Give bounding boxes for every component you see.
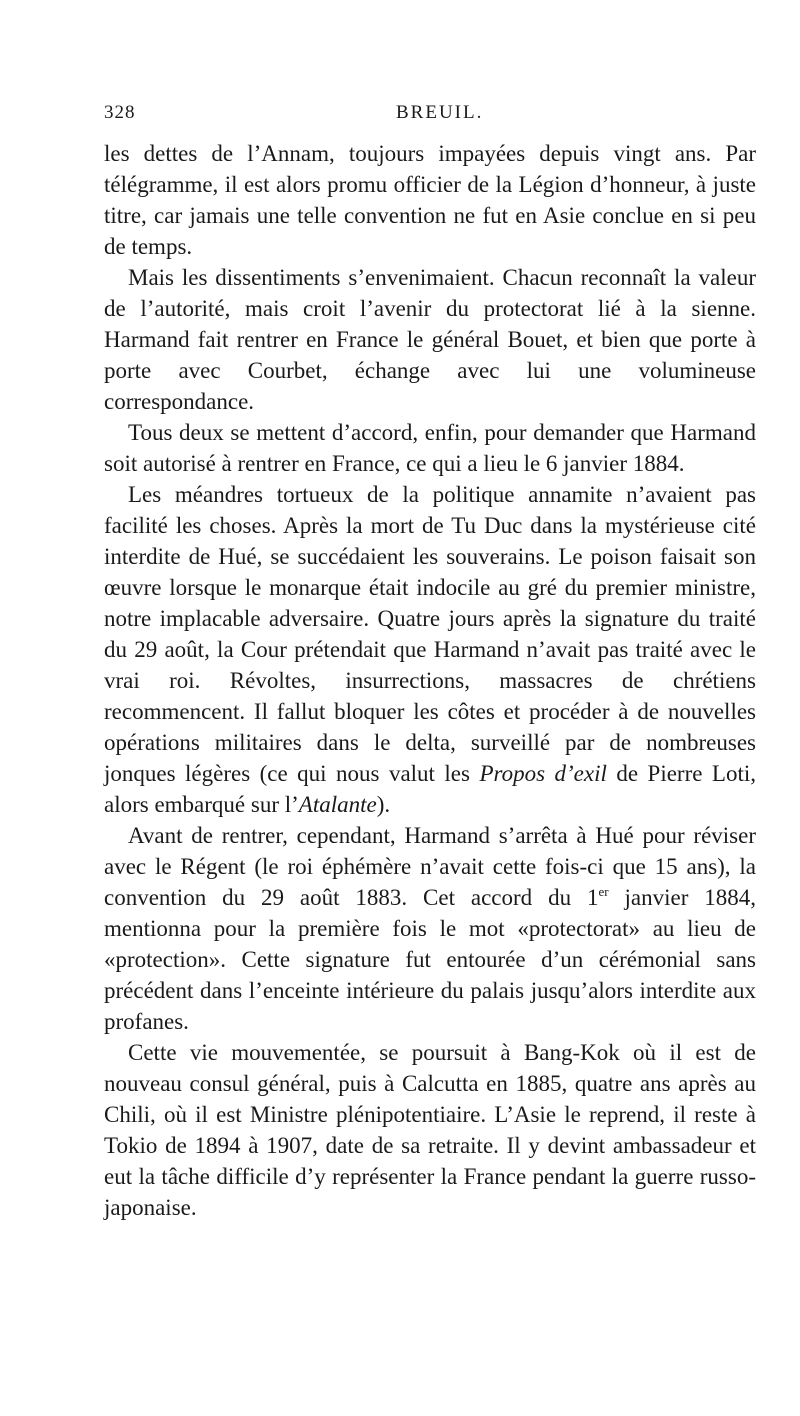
body-text	[104, 138, 756, 1223]
paragraph-1: les dettes de l’Annam, toujours impayées depuis vingt ans. Par télégramme, il est alors promu officier de la Légion d’honneur, à juste titre, car jamais une telle convention ne fut en Asie conclue en si peu de temps.	[104, 141, 756, 259]
paragraph-4-text-c: de Pierre Loti, alors embarqué sur l’	[104, 761, 757, 817]
paragraph-5-text-a: Avant de rentrer, cependant, Harmand s’arrêta à Hué pour réviser avec le Régent (le roi éphémère n’avait cette fois-ci que 15 ans), la convention du 29 août 1883. Cet accord du 1	[104, 823, 756, 910]
paragraph-5	[104, 820, 756, 1037]
ordinal-superscript: er	[598, 884, 609, 899]
paragraph-4-text-e: ).	[376, 792, 391, 817]
book-title-propos-d-exil: Propos d’exil	[479, 761, 607, 786]
page-number: 328	[104, 102, 136, 123]
running-title: BREUIL.	[396, 102, 484, 123]
book-page	[104, 96, 756, 1223]
paragraph-2: Mais les dissentiments s’envenimaient. Chacun reconnaît la valeur de l’autorité, mais croit l’avenir du protectorat lié à la sienne. Harmand fait rentrer en France le général Bouet, et bien que porte à porte avec Courbet, échange avec lui une volumineuse correspondance.	[104, 265, 756, 414]
paragraph-3: Tous deux se mettent d’accord, enfin, pour demander que Harmand soit autorisé à rentrer en France, ce qui a lieu le 6 janvier 1884.	[104, 420, 756, 476]
paragraph-4-text-a: Les méandres tortueux de la politique annamite n’avaient pas facilité les choses. Après la mort de Tu Duc dans la mystérieuse cité interdite de Hué, se succédaient les souverains. Le poison faisait son œuvre lorsque le monarque était indocile au gré du premier ministre, notre implacable adversaire. Quatre jours après la signature du traité du 29 août, la Cour prétendait que Harmand n’avait pas traité avec le vrai roi. Révoltes, insurrections, massacres de chrétiens recommencent. Il fallut bloquer les côtes et procéder à de nouvelles opérations militaires dans le delta, surveillé par de nombreuses jonques légères (ce qui nous valut les	[104, 482, 756, 786]
ship-name-atalante: Atalante	[298, 792, 377, 817]
paragraph-6: Cette vie mouvementée, se poursuit à Bang-Kok où il est de nouveau consul général, puis à Calcutta en 1885, quatre ans après au Chili, où il est Ministre plénipotentiaire. L’Asie le reprend, il reste à Tokio de 1894 à 1907, date de sa retraite. Il y devint ambassadeur et eut la tâche difficile d’y représenter la France pendant la guerre russo-japonaise.	[104, 1040, 756, 1220]
running-head	[104, 96, 756, 130]
paragraph-5-text-b: janvier 1884, mentionna pour la première fois le mot «protectorat» au lieu de «protection». Cette signature fut entourée d’un cérémonial sans précédent dans l’enceinte intérieure du palais jusqu’alors interdite aux profanes.	[104, 885, 757, 1034]
paragraph-4	[104, 479, 756, 820]
